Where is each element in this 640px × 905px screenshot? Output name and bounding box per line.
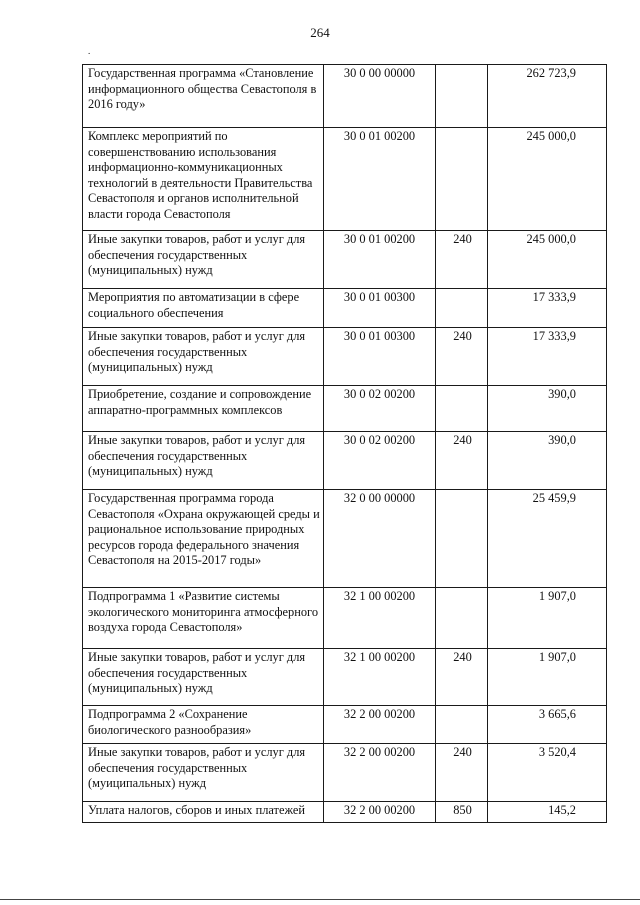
row-name-cell: Иные закупки товаров, работ и услуг для обеспечения государственных (муниципальных) нужд [83,649,324,706]
row-amount-cell: 1 907,0 [488,649,607,706]
row-code-cell: 30 0 02 00200 [324,386,436,432]
row-code-cell: 30 0 01 00300 [324,289,436,328]
row-vr-cell [436,65,488,128]
row-name-cell: Иные закупки товаров, работ и услуг для обеспечения государственных (муниципальных) нужд [83,231,324,289]
table-row [83,231,607,289]
table-row [83,588,607,649]
row-amount-cell: 3 665,6 [488,706,607,744]
row-code-cell: 30 0 00 00000 [324,65,436,128]
row-amount-cell: 17 333,9 [488,328,607,386]
row-name-cell: Иные закупки товаров, работ и услуг для обеспечения государственных (муниципальных) нужд [83,328,324,386]
table-row [83,328,607,386]
stray-mark: . [88,46,91,56]
row-vr-cell [436,490,488,588]
row-code-cell: 30 0 01 00200 [324,231,436,289]
row-amount-cell: 390,0 [488,386,607,432]
table-row [83,386,607,432]
row-amount-cell: 262 723,9 [488,65,607,128]
row-name-cell: Иные закупки товаров, работ и услуг для обеспечения государственных (муниципальных) нужд [83,432,324,490]
row-vr-cell [436,588,488,649]
row-code-cell: 30 0 01 00300 [324,328,436,386]
row-code-cell: 32 1 00 00200 [324,588,436,649]
row-code-cell: 30 0 02 00200 [324,432,436,490]
row-code-cell: 32 0 00 00000 [324,490,436,588]
row-vr-cell [436,386,488,432]
table-row [83,128,607,231]
row-amount-cell: 245 000,0 [488,128,607,231]
row-vr-cell: 240 [436,649,488,706]
row-vr-cell [436,289,488,328]
row-vr-cell [436,706,488,744]
row-name-cell: Мероприятия по автоматизации в сфере социального обеспечения [83,289,324,328]
row-vr-cell: 240 [436,432,488,490]
table-row [83,432,607,490]
row-code-cell: 32 2 00 00200 [324,744,436,802]
row-code-cell: 32 1 00 00200 [324,649,436,706]
row-vr-cell [436,128,488,231]
row-amount-cell: 245 000,0 [488,231,607,289]
row-name-cell: Подпрограмма 2 «Сохранение биологического разнообразия» [83,706,324,744]
table-row [83,802,607,823]
row-vr-cell: 240 [436,231,488,289]
row-amount-cell: 390,0 [488,432,607,490]
table-row [83,289,607,328]
row-amount-cell: 25 459,9 [488,490,607,588]
page-number: 264 [310,25,330,40]
table-row [83,649,607,706]
table-row [83,490,607,588]
row-amount-cell: 17 333,9 [488,289,607,328]
row-amount-cell: 3 520,4 [488,744,607,802]
row-code-cell: 32 2 00 00200 [324,706,436,744]
row-name-cell: Государственная программа города Севастополя «Охрана окружающей среды и рациональное использование природных ресурсов города федерального значения Севастополя на 2015-2017 годы» [83,490,324,588]
page-bottom-rule [0,899,640,900]
row-code-cell: 30 0 01 00200 [324,128,436,231]
row-name-cell: Государственная программа «Становление информационного общества Севастополя в 2016 году» [83,65,324,128]
row-amount-cell: 145,2 [488,802,607,823]
row-vr-cell: 240 [436,744,488,802]
table-row [83,744,607,802]
row-name-cell: Подпрограмма 1 «Развитие системы экологического мониторинга атмосферного воздуха города Севастополя» [83,588,324,649]
row-code-cell: 32 2 00 00200 [324,802,436,823]
table-row [83,706,607,744]
row-name-cell: Уплата налогов, сборов и иных платежей [83,802,324,823]
table-row [83,65,607,128]
row-vr-cell: 240 [436,328,488,386]
budget-table [82,64,607,823]
row-name-cell: Иные закупки товаров, работ и услуг для обеспечения государственных (муиципальных) нужд [83,744,324,802]
row-name-cell: Комплекс мероприятий по совершенствованию использования информационно-коммуникационных технологий в деятельности Правительства Севастополя и органов исполнительной власти города Севастополя [83,128,324,231]
row-name-cell: Приобретение, создание и сопровождение аппаратно-программных комплексов [83,386,324,432]
row-amount-cell: 1 907,0 [488,588,607,649]
row-vr-cell: 850 [436,802,488,823]
